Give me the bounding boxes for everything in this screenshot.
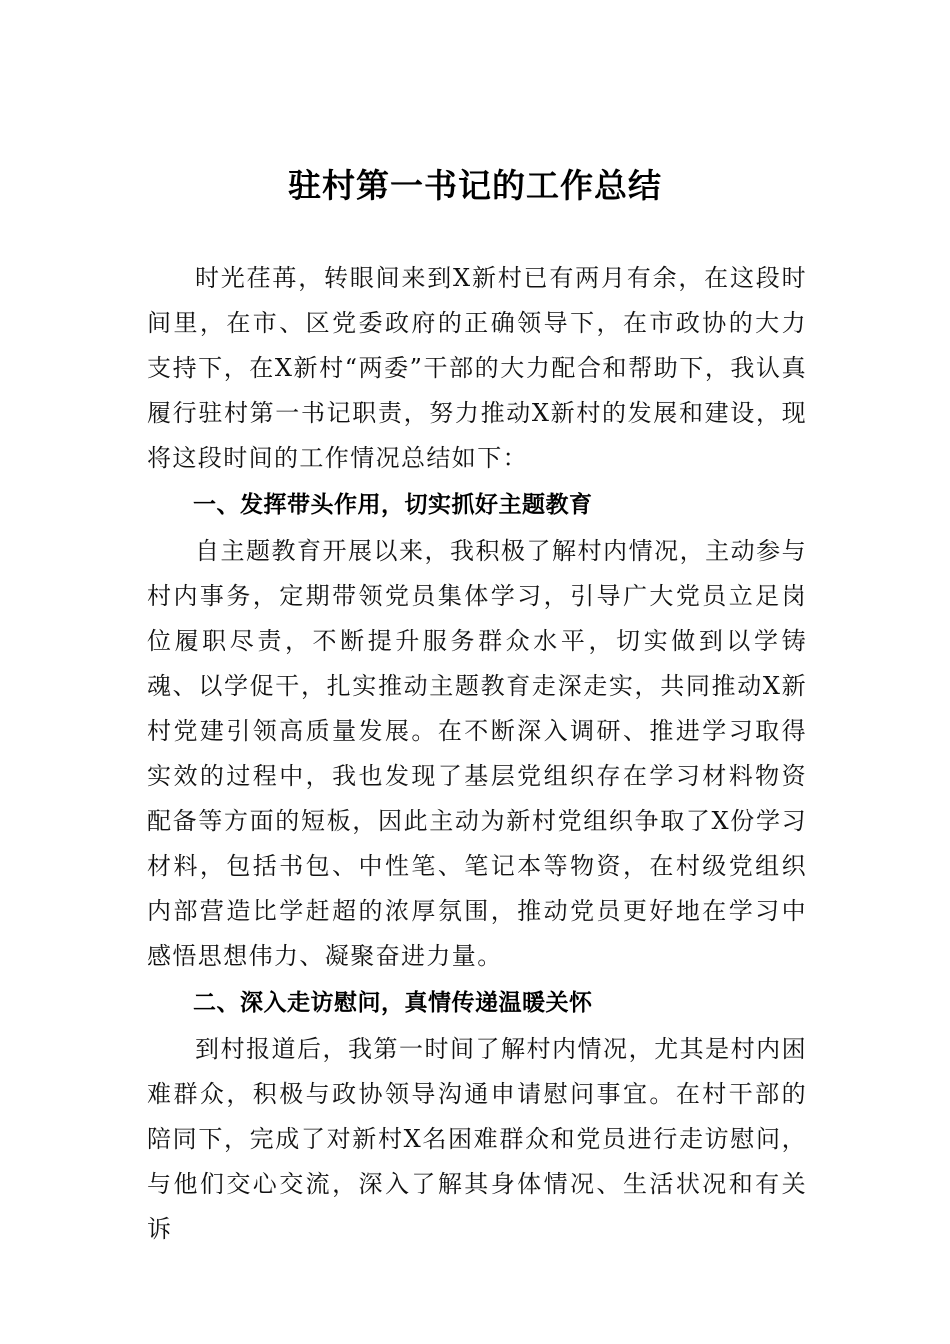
intro-paragraph: 时光荏苒，转眼间来到X新村已有两月有余，在这段时间里，在市、区党委政府的正确领导下，在市政协的大力支持下，在X新村“两委”干部的大力配合和帮助下，我认真履行驻村第一书记职责，努力推动X新村的发展和建设，现将这段时间的工作情况总结如下： <box>147 264 807 472</box>
document-title: 驻村第一书记的工作总结 <box>288 166 662 205</box>
section-heading-2: 二、深入走访慰问，真情传递温暖关怀 <box>193 990 593 1016</box>
section-heading-1: 一、发挥带头作用，切实抓好主题教育 <box>193 492 593 518</box>
section-body-2: 到村报道后，我第一时间了解村内情况，尤其是村内困难群众，积极与政协领导沟通申请慰问事宜。在村干部的陪同下，完成了对新村X名困难群众和党员进行走访慰问，与他们交心交流，深入了解其身体情况、生活状况和有关诉 <box>147 1035 807 1243</box>
document-body <box>147 256 807 1252</box>
section-body-1: 自主题教育开展以来，我积极了解村内情况，主动参与村内事务，定期带领党员集体学习，引导广大党员立足岗位履职尽责，不断提升服务群众水平，切实做到以学铸魂、以学促干，扎实推动主题教育走深走实，共同推动X新村党建引领高质量发展。在不断深入调研、推进学习取得实效的过程中，我也发现了基层党组织存在学习材料物资配备等方面的短板，因此主动为新村党组织争取了X份学习材料，包括书包、中性笔、笔记本等物资，在村级党组织内部营造比学赶超的浓厚氛围，推动党员更好地在学习中感悟思想伟力、凝聚奋进力量。 <box>147 537 807 970</box>
